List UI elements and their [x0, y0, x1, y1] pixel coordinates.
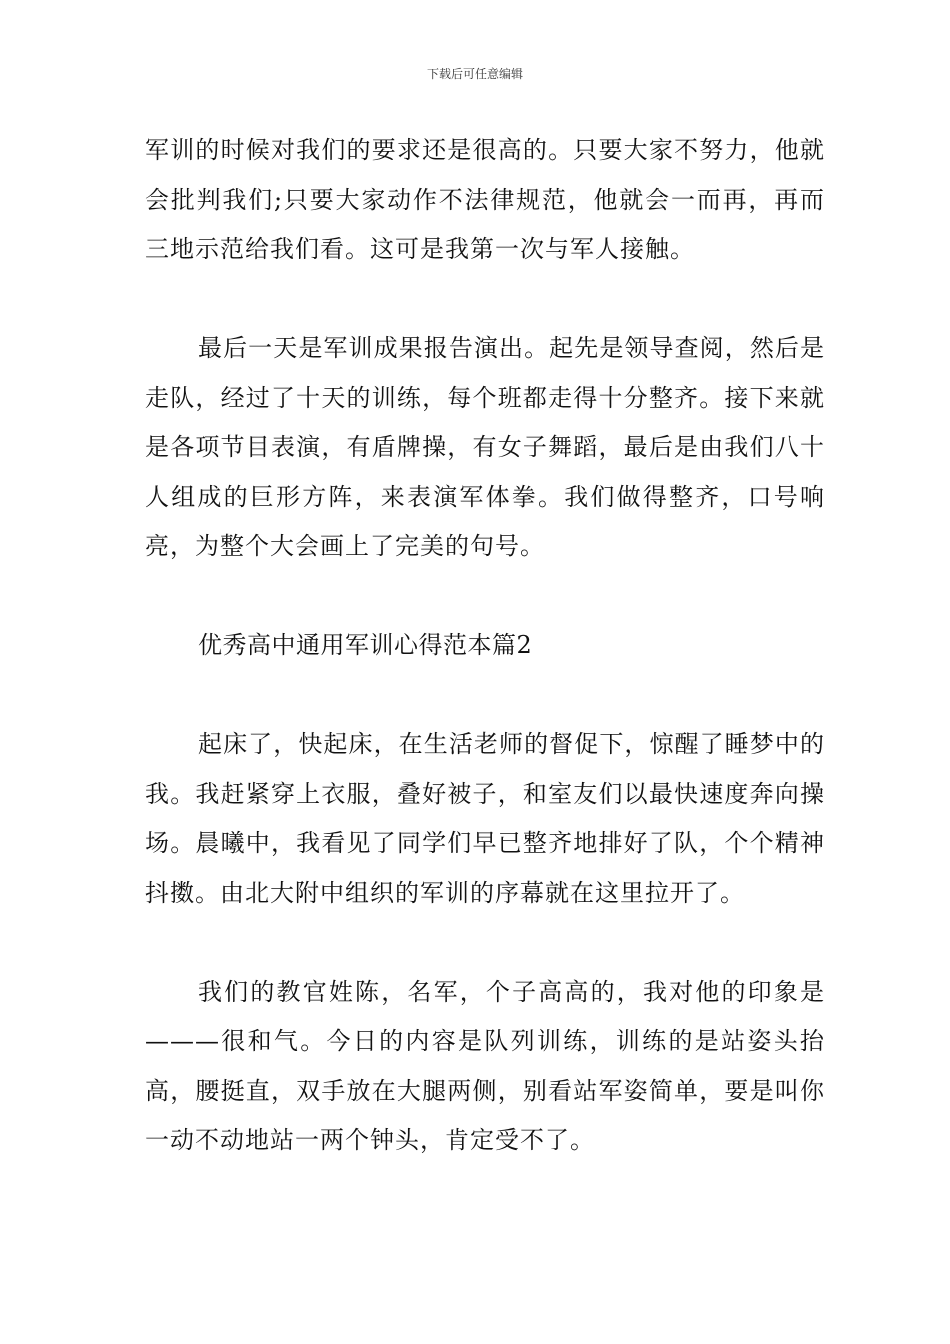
document-body: [145, 126, 825, 1166]
page-header-note: 下载后可任意编辑: [426, 67, 523, 81]
section-heading: 优秀高中通用军训心得范本篇2: [198, 631, 533, 659]
paragraph-gap: [145, 572, 825, 622]
paragraph-3: 起床了，快起床，在生活老师的督促下，惊醒了睡梦中的我。我赶紧穿上衣服，叠好被子，和室友们以最快速度奔向操场。晨曦中，我看见了同学们早已整齐地排好了队，个个精神抖擞。由北大附中组织的军训的序幕就在这里拉开了。: [145, 730, 825, 907]
paragraph-gap: [145, 671, 825, 721]
paragraph-2: 最后一天是军训成果报告演出。起先是领导查阅，然后是走队，经过了十天的训练，每个班都走得十分整齐。接下来就是各项节目表演，有盾牌操，有女子舞蹈，最后是由我们八十人组成的巨形方阵，来表演军体拳。我们做得整齐，口号响亮，为整个大会画上了完美的句号。: [145, 334, 825, 560]
paragraph-4: 我们的教官姓陈，名军，个子高高的，我对他的印象是———很和气。今日的内容是队列训练，训练的是站姿头抬高，腰挺直，双手放在大腿两侧，别看站军姿简单，要是叫你一动不动地站一两个钟头，肯定受不了。: [145, 977, 825, 1154]
paragraph-gap: [145, 918, 825, 968]
paragraph-gap: [145, 275, 825, 325]
paragraph-1: 军训的时候对我们的要求还是很高的。只要大家不努力，他就会批判我们;只要大家动作不法律规范，他就会一而再，再而三地示范给我们看。这可是我第一次与军人接触。: [145, 136, 825, 263]
